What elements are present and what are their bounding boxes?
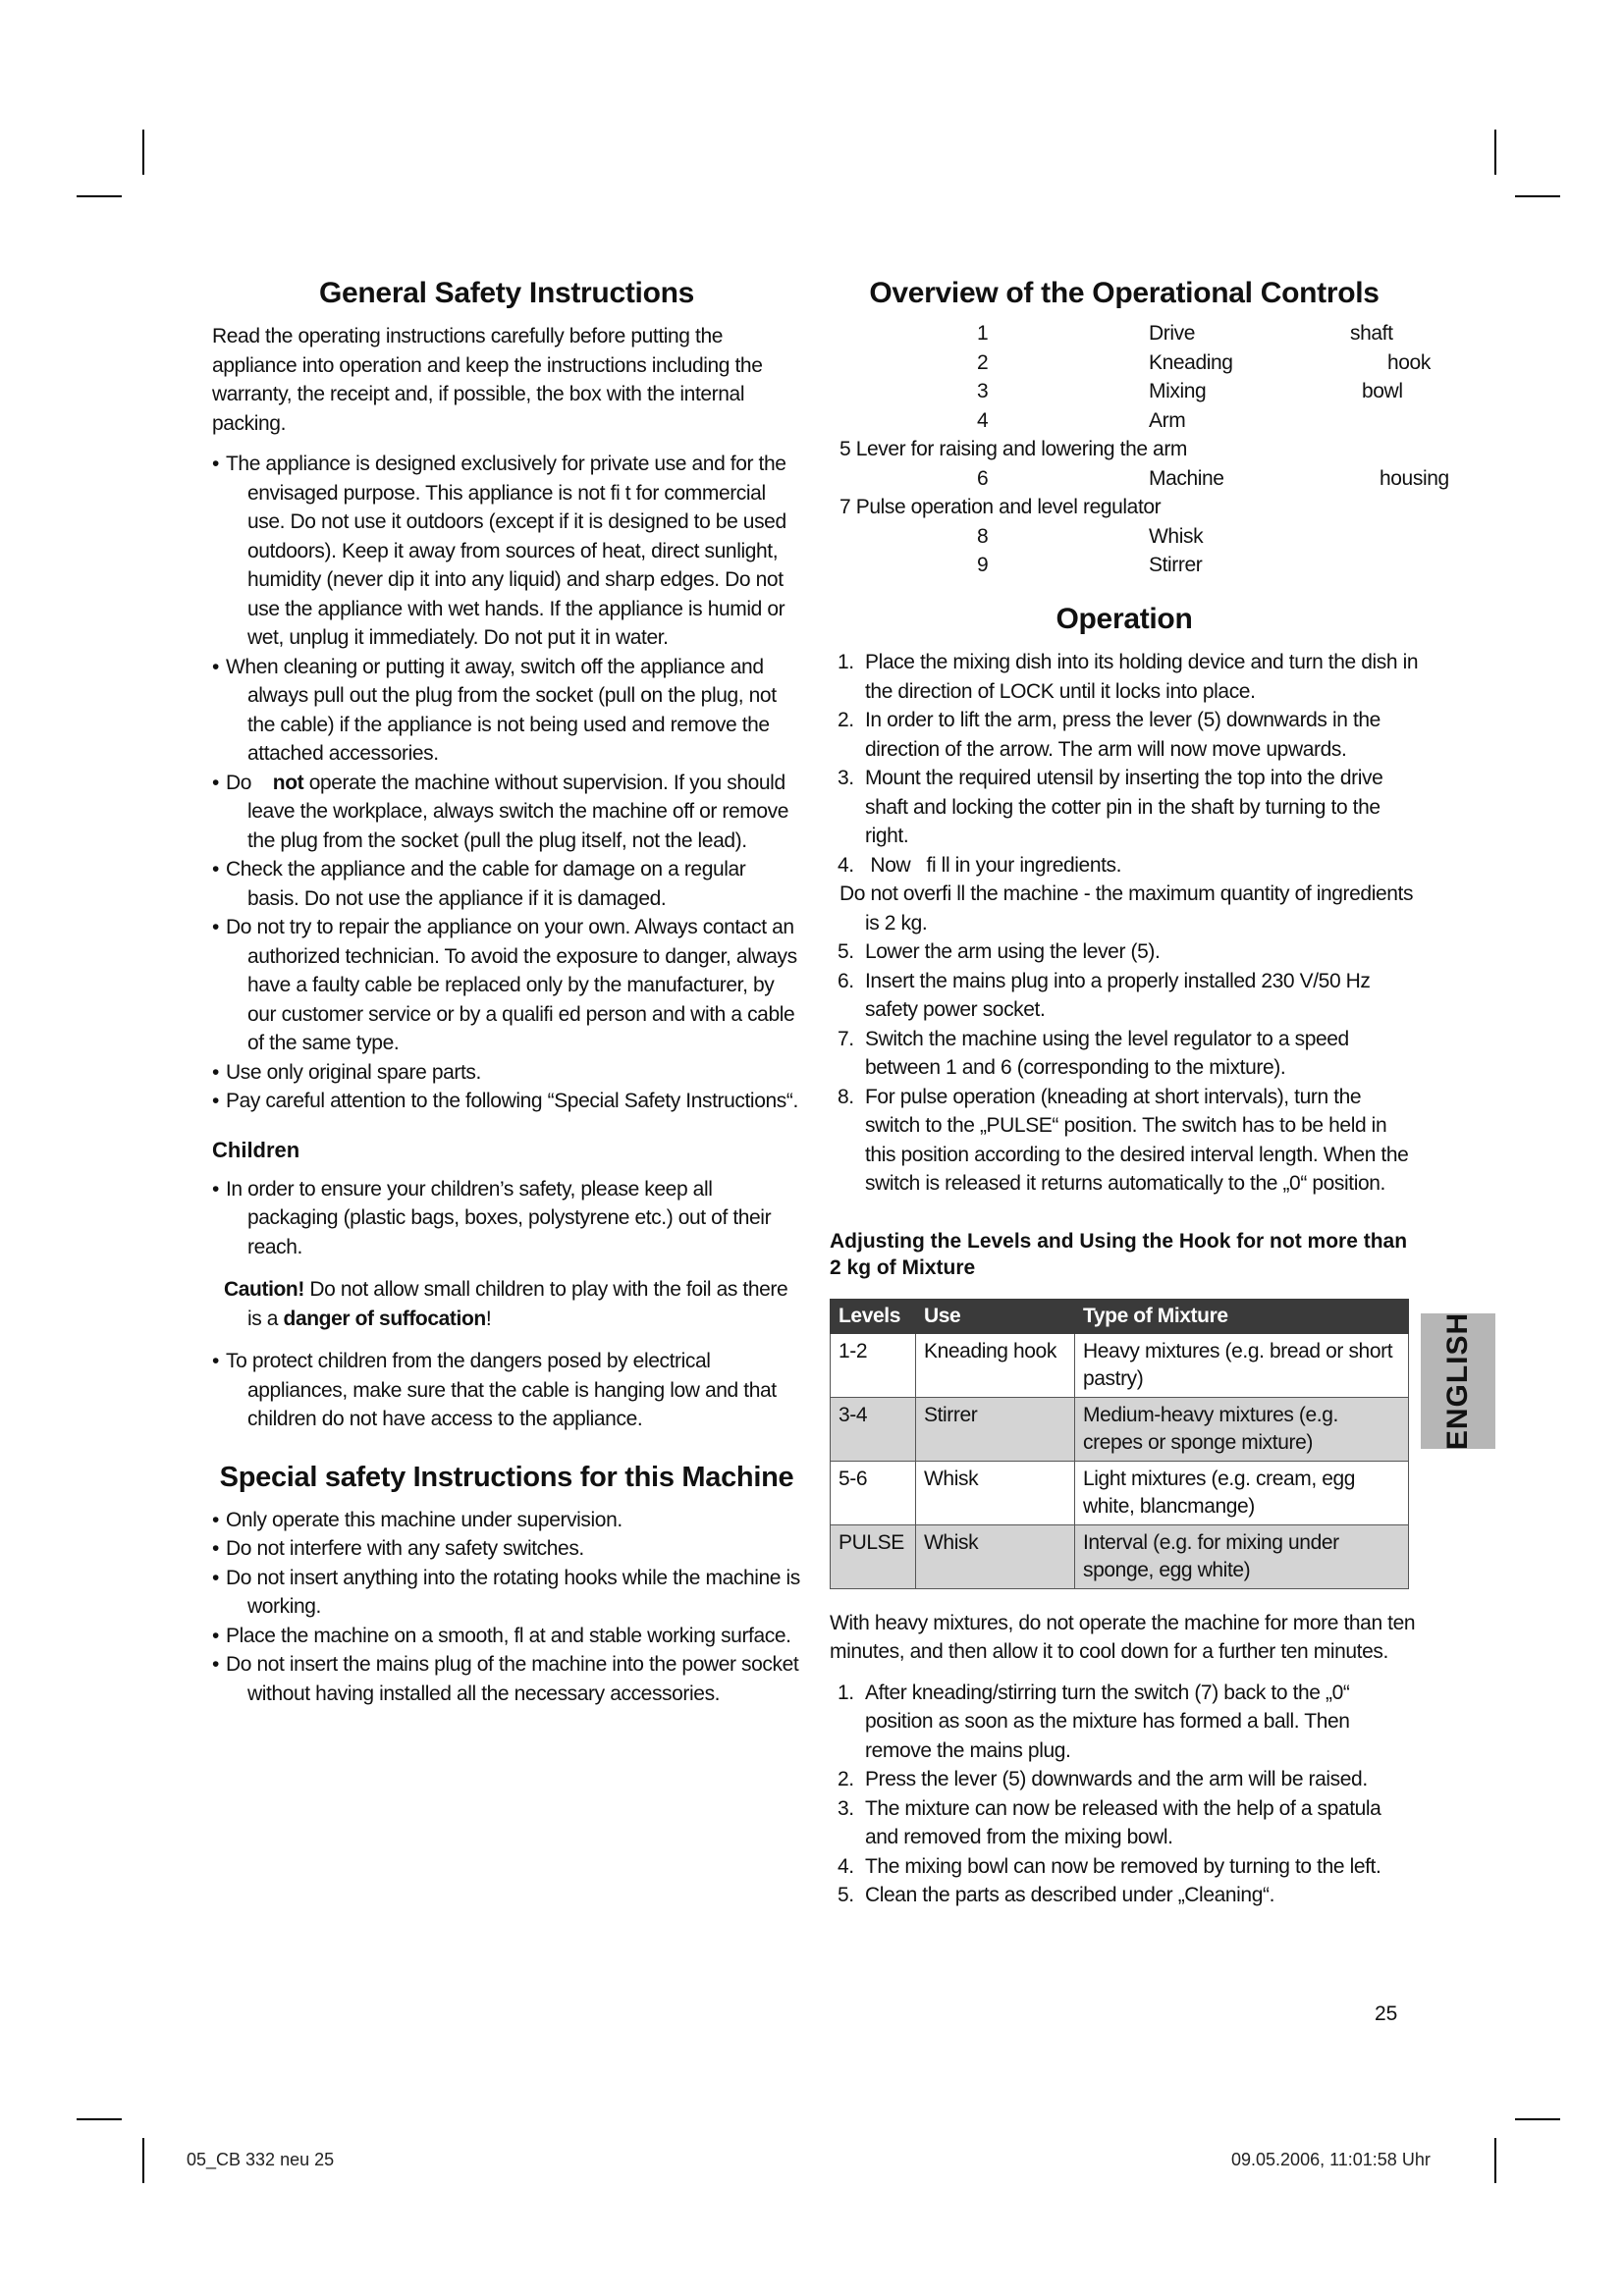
step-text: Press the lever (5) downwards and the arm will be raised. [865, 1768, 1368, 1790]
control-word: housing [1380, 466, 1449, 490]
step-number: 5. [838, 1884, 854, 1906]
operation-title: Operation [1056, 603, 1193, 635]
cell-levels: 5-6 [831, 1461, 916, 1524]
left-column [212, 277, 801, 1708]
cell-levels: 1-2 [831, 1333, 916, 1397]
step-number: 2. [838, 1768, 854, 1790]
step-number: 3. [838, 1796, 854, 1820]
control-word: Arm [1149, 408, 1186, 432]
list-item [830, 967, 1419, 1025]
mixture-table [830, 1299, 1409, 1589]
list-item: • In order to ensure your children’s safety, please keep all packaging (plastic bags, boxes, polystyrene etc.) out of their reach. [212, 1175, 801, 1262]
step-number: 7. [838, 1027, 854, 1050]
control-row [830, 351, 1458, 381]
step-text: Clean the parts as described under „Cleaning“. [865, 1884, 1275, 1906]
list-item: • Pay careful attention to the following “Special Safety Instructions“. [212, 1087, 801, 1116]
control-row [830, 322, 1458, 351]
list-item [830, 851, 1419, 881]
control-number: 8 [977, 524, 989, 548]
list-item [830, 1679, 1419, 1766]
cell-type: Interval (e.g. for mixing under sponge, egg white) [1075, 1524, 1409, 1588]
control-row [830, 409, 1458, 439]
step-number: 5. [838, 940, 854, 963]
control-number: 6 [977, 466, 989, 490]
control-row [830, 380, 1458, 409]
controls-list [830, 322, 1458, 583]
table-row [831, 1461, 1409, 1524]
control-number: 2 [977, 350, 989, 374]
list-item [830, 648, 1419, 706]
page-number: 25 [1375, 2002, 1398, 2025]
language-tab-label: ENGLISH [1441, 1311, 1475, 1451]
control-word: bowl [1362, 380, 1403, 402]
list-item [830, 706, 1419, 764]
list-item [830, 1083, 1419, 1199]
table-row [831, 1524, 1409, 1588]
control-text: 5 Lever for raising and lowering the arm [839, 438, 1188, 460]
step-number: 2. [838, 709, 854, 731]
table-header-row [831, 1299, 1409, 1333]
footer-timestamp: 09.05.2006, 11:01:58 Uhr [1231, 2150, 1431, 2169]
step-text: Now fi ll in your ingredients. [865, 853, 1122, 877]
header-type: Type of Mixture [1075, 1299, 1409, 1333]
step-text: Switch the machine using the level regulator to a speed between 1 and 6 (corresponding to the mixture). [865, 1027, 1349, 1079]
cell-levels: 3-4 [831, 1397, 916, 1461]
children-list-2 [212, 1347, 801, 1434]
control-row [830, 525, 1458, 555]
list-item [830, 1881, 1419, 1910]
step-number: 1. [838, 651, 854, 673]
control-number: 4 [977, 408, 989, 432]
control-number: 3 [977, 380, 989, 402]
overfill-note: Do not overfi ll the machine - the maximum quantity of ingredients is 2 kg. [839, 882, 1414, 934]
table-row [831, 1397, 1409, 1461]
cell-use: Whisk [916, 1524, 1075, 1588]
step-number: 4. [838, 1854, 854, 1878]
children-list-1 [212, 1175, 801, 1262]
step-text: Mount the required utensil by inserting the top into the drive shaft and locking the cotter pin in the shaft by turning to the right. [865, 767, 1383, 847]
control-word: Drive [1149, 322, 1196, 345]
crop-mark [1494, 130, 1496, 175]
not-word: not [272, 771, 304, 794]
cell-type: Heavy mixtures (e.g. bread or short pastry) [1075, 1333, 1409, 1397]
step-number: 6. [838, 969, 854, 992]
overview-title: Overview of the Operational Controls [869, 277, 1380, 309]
list-item: • Do not try to repair the appliance on your own. Always contact an authorized technician. To avoid the exposure to danger, always have a faulty cable be replaced only by the manufacturer, by our customer service or by a qualifi ed person and with a cable of the same type. [212, 913, 801, 1058]
adjusting-title: Adjusting the Levels and Using the Hook for not more than 2 kg of Mixture [830, 1229, 1408, 1279]
step-text: Insert the mains plug into a properly installed 230 V/50 Hz safety power socket. [865, 969, 1371, 1021]
control-word: hook [1387, 350, 1431, 374]
list-item: • When cleaning or putting it away, switch off the appliance and always pull out the plug from the socket (pull on the plug, not the cable) if the appliance is not being used and remove the attached accessories. [212, 653, 801, 769]
list-item: • Place the machine on a smooth, fl at and stable working surface. [212, 1622, 801, 1651]
step-text: After kneading/stirring turn the switch (7) back to the „0“ position as soon as the mixture has formed a ball. Then remove the mains plug. [865, 1681, 1350, 1762]
crop-mark [77, 195, 122, 197]
control-word: Kneading [1149, 350, 1233, 374]
footer-file-info: 05_CB 332 neu 25 [187, 2150, 335, 2169]
right-column [830, 277, 1449, 1910]
crop-mark [77, 2118, 122, 2120]
control-row [830, 496, 1458, 525]
special-bullet-list [212, 1506, 801, 1709]
control-row [830, 438, 1458, 467]
supervision-text: operate the machine without supervision. If you should leave the workplace, always switch the machine off or remove the plug from the socket (pull the plug itself, not the lead). [247, 771, 789, 852]
step-text: In order to lift the arm, press the lever (5) downwards in the direction of the arrow. The arm will now move upwards. [865, 709, 1380, 761]
control-word: Stirrer [1149, 554, 1203, 576]
step-text: For pulse operation (kneading at short intervals), turn the switch to the „PULSE“ position. The switch has to be held in this position according to the desired interval length. When the switch is released it returns automatically to the „0“ position. [865, 1085, 1409, 1195]
list-item [830, 1852, 1419, 1882]
cell-use: Kneading hook [916, 1333, 1075, 1397]
control-word: shaft [1350, 322, 1393, 345]
control-word: Mixing [1149, 380, 1207, 402]
list-item [212, 769, 801, 856]
caution-end: ! [485, 1307, 492, 1330]
step-text: Place the mixing dish into its holding device and turn the dish in the direction of LOCK until it locks into place. [865, 651, 1419, 703]
cell-use: Stirrer [916, 1397, 1075, 1461]
children-title: Children [212, 1137, 300, 1162]
heavy-mixture-note: With heavy mixtures, do not operate the machine for more than ten minutes, and then allow it to cool down for a further ten minutes. [830, 1611, 1416, 1663]
caution-note [224, 1275, 801, 1333]
general-safety-title: General Safety Instructions [318, 277, 695, 309]
list-item: • Do not insert the mains plug of the machine into the power socket without having installed all the necessary accessories. [212, 1650, 801, 1708]
list-item [830, 937, 1419, 967]
crop-mark [1515, 2118, 1560, 2120]
safety-bullet-list [212, 450, 801, 1116]
control-number: 1 [977, 322, 989, 345]
step-number: 1. [838, 1681, 854, 1704]
list-item [830, 1025, 1419, 1083]
caution-label: Caution! [224, 1278, 304, 1301]
crop-mark [142, 130, 144, 175]
list-item: • Use only original spare parts. [212, 1058, 801, 1088]
list-item: • Do not insert anything into the rotating hooks while the machine is working. [212, 1564, 801, 1622]
control-word: Whisk [1149, 524, 1204, 548]
step-number: 3. [838, 767, 854, 789]
header-use: Use [916, 1299, 1075, 1333]
after-steps [830, 1679, 1419, 1910]
list-item [830, 764, 1419, 851]
control-word: Machine [1149, 466, 1224, 490]
list-item: • The appliance is designed exclusively for private use and for the envisaged purpose. This appliance is not fi t for commercial use. Do not use it outdoors (except if it is designed to be used outdoors). Keep it away from sources of heat, direct sunlight, humidity (never dip it into any liquid) and sharp edges. Do not use the appliance with wet hands. If the appliance is humid or wet, unplug it immediately. Do not put it in water. [212, 450, 801, 653]
control-row [830, 554, 1458, 583]
step-text: The mixture can now be released with the help of a spatula and removed from the mixing bowl. [865, 1796, 1381, 1848]
list-item: • Check the appliance and the cable for damage on a regular basis. Do not use the appliance if it is damaged. [212, 855, 801, 913]
step-text: The mixing bowl can now be removed by turning to the left. [865, 1854, 1381, 1878]
cell-type: Medium-heavy mixtures (e.g. crepes or sponge mixture) [1075, 1397, 1409, 1461]
control-row [830, 467, 1458, 497]
crop-mark [142, 2138, 144, 2183]
operation-steps [830, 648, 1419, 880]
caution-text: Do not allow small children to play with the foil as there is a [247, 1278, 788, 1330]
list-item: • Only operate this machine under supervision. [212, 1506, 801, 1535]
do-word: Do [226, 771, 252, 794]
step-number: 4. [838, 853, 854, 877]
control-text: 7 Pulse operation and level regulator [839, 496, 1162, 518]
operation-steps-continued [830, 937, 1419, 1199]
control-number: 9 [977, 554, 989, 576]
intro-paragraph: Read the operating instructions carefully before putting the appliance into operation and keep the instructions including the warranty, the receipt and, if possible, the box with the internal packing. [212, 325, 763, 435]
cell-use: Whisk [916, 1461, 1075, 1524]
special-safety-title: Special safety Instructions for this Machine [219, 1461, 794, 1493]
list-item [830, 1794, 1419, 1852]
step-text: Lower the arm using the lever (5). [865, 940, 1161, 963]
cell-type: Light mixtures (e.g. cream, egg white, blancmange) [1075, 1461, 1409, 1524]
crop-mark [1515, 195, 1560, 197]
list-item: • To protect children from the dangers posed by electrical appliances, make sure that the cable is hanging low and that children do not have access to the appliance. [212, 1347, 801, 1434]
table-row [831, 1333, 1409, 1397]
crop-mark [1494, 2138, 1496, 2183]
header-levels: Levels [831, 1299, 916, 1333]
step-number: 8. [838, 1085, 854, 1108]
caution-emphasis: danger of suffocation [283, 1307, 486, 1330]
cell-levels: PULSE [831, 1524, 916, 1588]
language-tab [1421, 1313, 1495, 1449]
list-item: • Do not interfere with any safety switches. [212, 1534, 801, 1564]
list-item [830, 1765, 1419, 1794]
